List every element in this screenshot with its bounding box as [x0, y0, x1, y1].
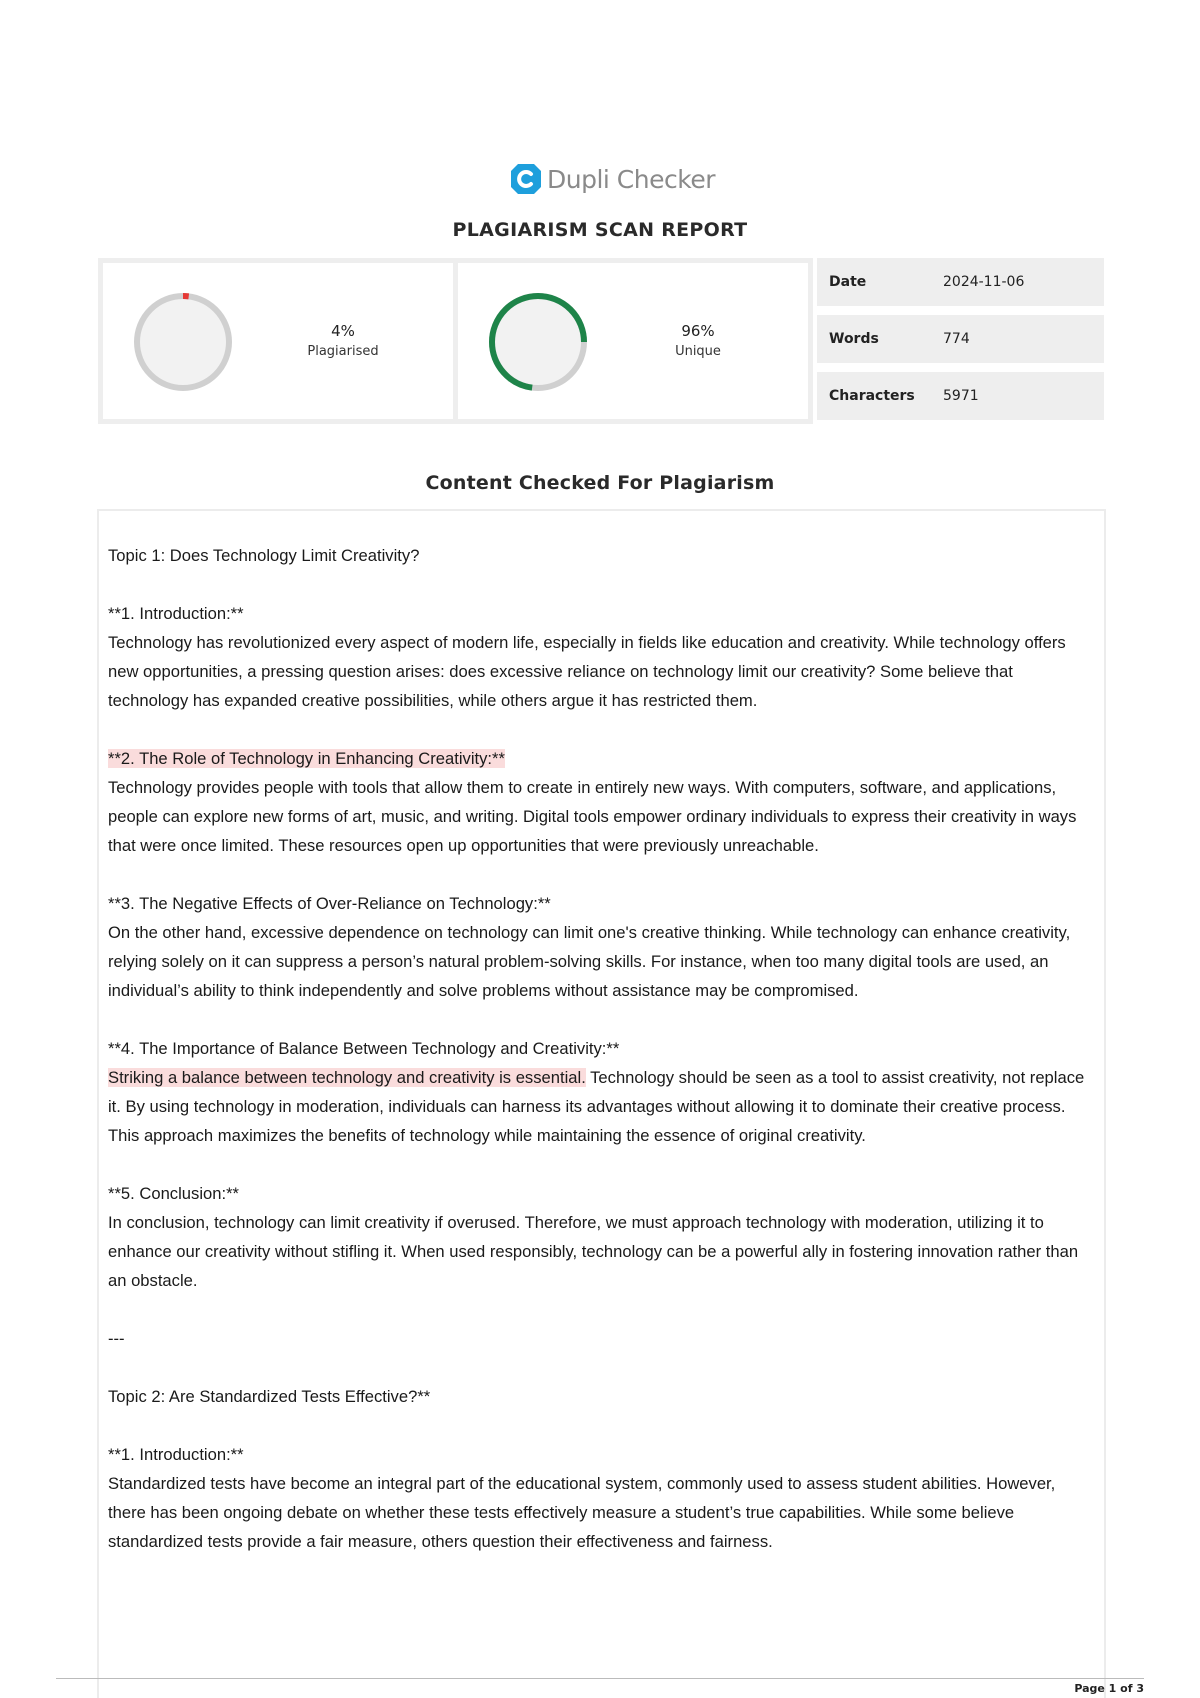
section-body: On the other hand, excessive dependence on technology can limit one's creative thinking. While technology can enhance creativity, relying solely on it can suppress a person’s natural problem-solving skills. For instance, when too many digital tools are used, an individual’s ability to think independently and solve problems without assistance may be compromised. [108, 923, 1071, 1000]
plagiarised-panel [103, 263, 453, 419]
brand-name: Dupli Checker [547, 164, 715, 194]
topic1-section-conclusion [108, 1179, 1096, 1295]
content-title: Content Checked For Plagiarism [425, 472, 775, 494]
checked-content [97, 509, 1106, 1698]
separator: --- [108, 1329, 125, 1348]
section-body: Technology provides people with tools that allow them to create in entirely new ways. With computers, software, and applications, people can explore new forms of art, music, and writing. Digital tools empower ordinary individuals to express their creativity in ways that were once limited. These resources open up opportunities that were previously unreachable. [108, 778, 1077, 855]
page-number: Page 1 of 3 [1074, 1682, 1144, 1695]
topic1-section-negative [108, 889, 1096, 1005]
plagiarised-donut [133, 292, 233, 392]
plagiarised-match-highlight: **2. The Role of Technology in Enhancing Creativity:** [108, 749, 505, 768]
stat-date [817, 258, 1104, 306]
unique-panel [458, 263, 808, 419]
topic1-title: Topic 1: Does Technology Limit Creativity? [108, 546, 420, 565]
section-heading: **1. Introduction:** [108, 604, 244, 623]
score-panels [98, 258, 813, 424]
unique-donut [488, 292, 588, 392]
duplichecker-logo-icon [509, 162, 543, 196]
unique-value: 96% [681, 322, 715, 340]
report-title: PLAGIARISM SCAN REPORT [452, 219, 748, 241]
section-heading: **3. The Negative Effects of Over-Reliance on Technology:** [108, 894, 551, 913]
topic1-section-role [108, 744, 1096, 860]
stat-words [817, 315, 1104, 363]
duplichecker-logo [509, 159, 715, 199]
section-body: Standardized tests have become an integral part of the educational system, commonly used to assess student abilities. However, there has been ongoing debate on whether these tests effectively measure a student’s true capabilities. While some believe standardized tests provide a fair measure, others question their effectiveness and fairness. [108, 1474, 1056, 1551]
stat-characters-label: Characters [829, 388, 915, 404]
stat-characters-value: 5971 [943, 388, 979, 404]
footer-divider [56, 1678, 1144, 1679]
plagiarised-value: 4% [331, 322, 355, 340]
topic2-title: Topic 2: Are Standardized Tests Effective?** [108, 1387, 431, 1406]
plagiarised-label: Plagiarised [307, 344, 379, 359]
plagiarised-score [283, 322, 403, 359]
stats-table [817, 258, 1104, 429]
unique-label: Unique [675, 344, 721, 359]
topic1-section-balance [108, 1034, 1096, 1150]
stat-date-value: 2024-11-06 [943, 274, 1025, 290]
section-heading: **5. Conclusion:** [108, 1184, 239, 1203]
section-heading: **1. Introduction:** [108, 1445, 244, 1464]
topic2-section-introduction [108, 1440, 1096, 1556]
stat-words-label: Words [829, 331, 879, 347]
unique-score [638, 322, 758, 359]
stat-words-value: 774 [943, 331, 970, 347]
section-body: Technology should be seen as a tool to assist creativity, not replace it. By using technology in moderation, individuals can harness its advantages without allowing it to dominate their creative process. This approach maximizes the benefits of technology while maintaining the essence of original creativity. [108, 1068, 1085, 1145]
stat-characters [817, 372, 1104, 420]
section-body: Technology has revolutionized every aspect of modern life, especially in fields like education and creativity. While technology offers new opportunities, a pressing question arises: does excessive reliance on technology limit our creativity? Some believe that technology has expanded creative possibilities, while others argue it has restricted them. [108, 633, 1066, 710]
plagiarised-match-highlight: Striking a balance between technology and creativity is essential. [108, 1068, 586, 1087]
stat-date-label: Date [829, 274, 867, 290]
topic1-section-introduction [108, 599, 1096, 715]
section-heading: **4. The Importance of Balance Between Technology and Creativity:** [108, 1039, 620, 1058]
section-body: In conclusion, technology can limit creativity if overused. Therefore, we must approach technology with moderation, utilizing it to enhance our creativity without stifling it. When used responsibly, technology can be a powerful ally in fostering innovation rather than an obstacle. [108, 1213, 1079, 1290]
